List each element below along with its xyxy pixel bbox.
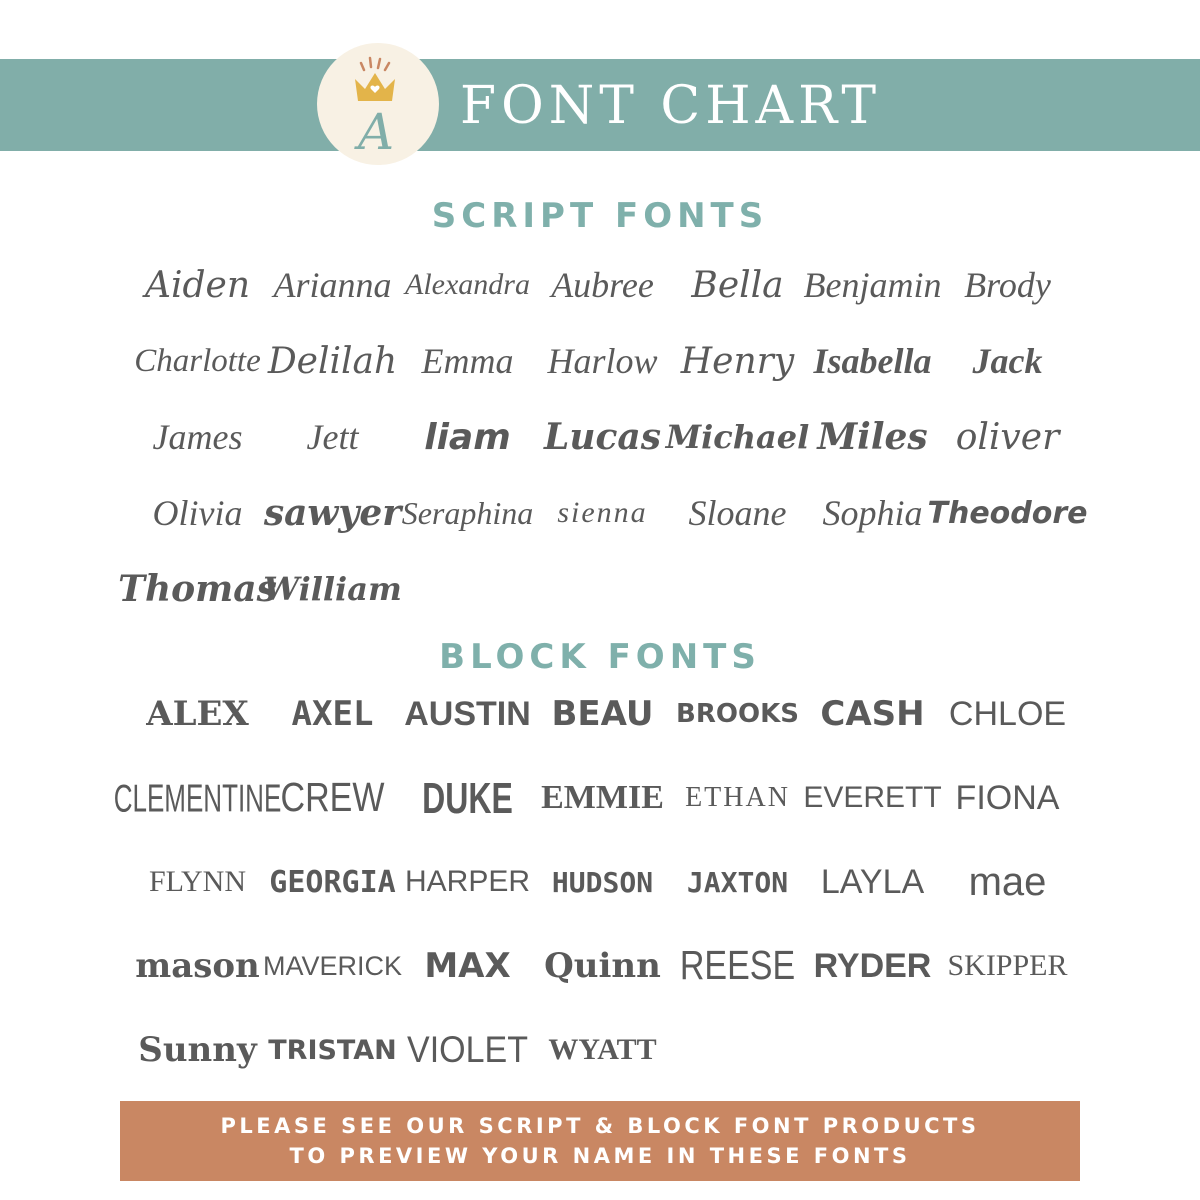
script-fonts-title: SCRIPT FONTS [431,196,769,236]
block-font-sample: HARPER [404,865,531,898]
block-font-sample: mason [135,946,260,986]
script-font-sample: Henry [680,340,795,382]
block-font-sample: SKIPPER [947,949,1068,982]
script-font-sample: Arianna [273,265,392,305]
script-font-sample: Jett [306,417,359,457]
block-fonts-title: BLOCK FONTS [439,637,761,677]
script-font-sample: William [263,570,402,608]
script-font-sample: Michael [665,418,810,456]
page-title: FONT CHART [460,76,882,136]
block-font-sample: MAX [424,946,511,986]
block-font-sample: HUDSON [551,865,654,899]
script-font-sample: Emma [421,341,514,381]
block-font-sample: RYDER [813,946,932,985]
logo-letter [317,43,439,165]
block-font-sample: EVERETT [803,781,942,814]
script-font-sample: Alexandra [405,268,530,301]
block-font-sample: JAXTON [686,865,789,899]
script-font-sample: Aubree [551,265,654,305]
block-font-sample: AXEL [291,694,374,734]
script-row [130,323,1080,399]
block-font-sample: Sunny [138,1030,257,1070]
script-font-sample: Miles [817,416,928,458]
script-font-sample: James [152,417,243,457]
block-font-grid [113,672,1080,1092]
footer-line-1: PLEASE SEE OUR SCRIPT & BLOCK FONT PRODUCTS [220,1114,980,1138]
script-font-sample: Bella [691,264,784,306]
block-font-sample: Quinn [544,946,661,986]
script-font-grid [118,247,1088,627]
script-font-sample: Sloane [688,493,787,533]
block-font-sample: GEORGIA [269,864,396,900]
svg-text:A: A [357,103,395,161]
block-row [113,756,1080,840]
block-font-sample: CHLOE [948,694,1067,733]
script-font-sample: Brody [964,265,1051,305]
block-font-sample: ALEX [146,694,249,734]
block-font-sample: mae [968,859,1047,904]
script-font-sample: Olivia [152,493,243,533]
script-font-sample: oliver [955,416,1060,458]
block-row [130,840,1080,924]
script-row [130,475,1088,551]
script-font-sample: Theodore [927,495,1088,531]
block-font-sample: ETHAN [685,782,790,813]
script-font-sample: sienna [557,496,648,529]
script-font-sample: Sophia [822,493,923,533]
script-font-sample: Lucas [544,416,661,458]
block-font-sample: FIONA [955,778,1060,817]
script-font-sample: Aiden [144,264,251,306]
block-font-sample: BROOKS [676,699,799,729]
script-font-sample: liam [424,416,511,458]
script-row [130,399,1080,475]
block-row [130,924,1080,1008]
script-font-sample: sawyer [263,492,402,534]
block-font-sample: DUKE [422,773,513,822]
block-font-sample: MAVERICK [262,950,403,981]
script-row [118,551,1080,627]
script-font-sample: Charlotte [134,342,261,379]
block-font-sample: CREW [280,774,385,821]
block-font-sample: AUSTIN [404,694,531,733]
script-font-sample: Jack [972,341,1043,381]
footer-line-2: TO PREVIEW YOUR NAME IN THESE FONTS [289,1144,911,1168]
block-font-sample: FLYNN [148,865,246,898]
script-font-sample: Thomas [118,568,277,610]
script-font-sample: Delilah [267,340,398,382]
block-font-sample: BEAU [551,694,654,734]
block-font-sample: LAYLA [820,862,925,901]
block-row [130,672,1080,756]
block-font-sample: VIOLET [407,1028,528,1071]
block-font-sample: EMMIE [541,779,664,816]
block-font-sample: REESE [679,942,796,989]
block-font-sample: TRISTAN [268,1034,397,1066]
block-font-sample: CASH [820,694,925,734]
footer-note [120,1101,1080,1181]
script-font-sample: Seraphina [401,494,534,531]
logo [317,43,439,165]
script-font-sample: Isabella [813,341,932,381]
block-row [130,1008,1080,1092]
block-font-sample: CLEMENTINE [113,774,282,820]
block-font-sample: WYATT [548,1033,657,1066]
script-font-sample: Benjamin [803,265,942,305]
script-font-sample: Harlow [547,341,658,381]
script-row [130,247,1080,323]
